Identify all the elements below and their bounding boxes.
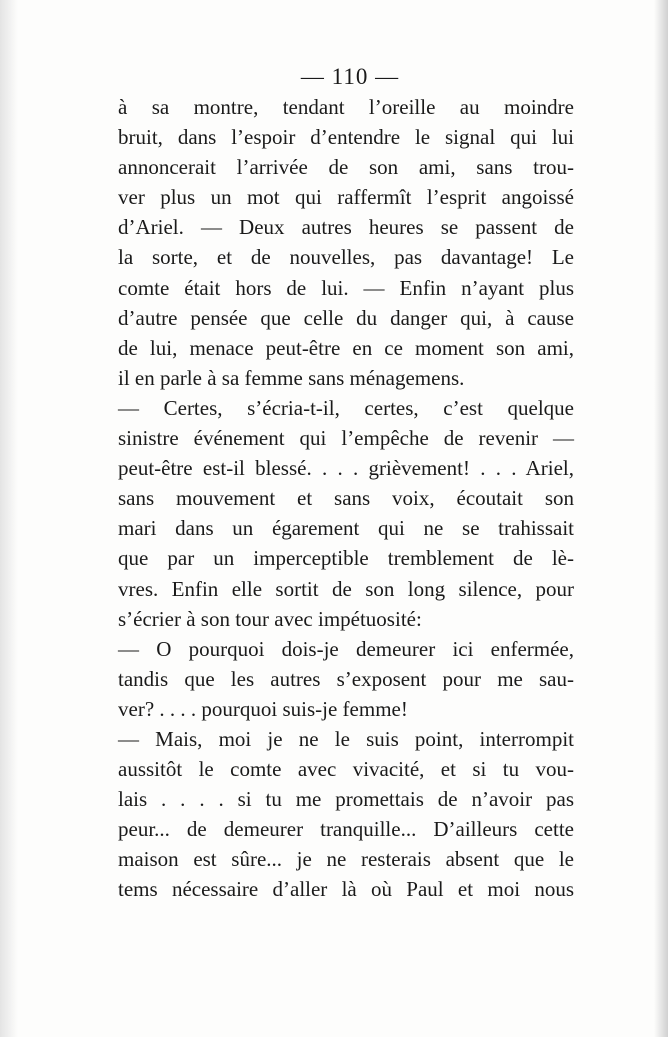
text-line: tems nécessaire d’aller là où Paul et moi nous [118,877,574,902]
text-line: bruit, dans l’espoir d’entendre le signal qui lui [118,125,574,150]
page-edge-shadow [654,0,668,1037]
text-line: s’écrier à son tour avec impétuosité: [118,606,422,631]
body-text [118,92,574,905]
text-line: lais . . . . si tu me promettais de n’avoir pas [118,787,574,812]
text-line: sinistre événement qui l’empêche de revenir — [118,426,574,451]
text-line: d’Ariel. — Deux autres heures se passent de [118,215,574,240]
text-line: peut-être est-il blessé. . . . grièvement! . . . Ariel, [118,456,574,481]
text-line: il en parle à sa femme sans ménagemens. [118,365,465,390]
text-line: — O pourquoi dois-je demeurer ici enfermée, [118,636,574,661]
text-line: d’autre pensée que celle du danger qui, à cause [118,305,574,330]
text-line: comte était hors de lui. — Enfin n’ayant plus [118,275,574,300]
text-line: — Mais, moi je ne le suis point, interrompit [118,726,574,751]
text-line: que par un imperceptible tremblement de lè- [118,546,574,571]
text-line: — Certes, s’écria-t-il, certes, c’est quelque [118,395,574,420]
text-line: aussitôt le comte avec vivacité, et si tu vou- [118,757,574,782]
text-line: de lui, menace peut-être en ce moment son ami, [118,335,574,360]
text-line: la sorte, et de nouvelles, pas davantage! Le [118,245,574,270]
page-gutter-shadow [0,0,18,1037]
text-line: à sa montre, tendant l’oreille au moindre [118,95,574,119]
text-line: ver? . . . . pourquoi suis-je femme! [118,696,408,721]
text-line: peur... de demeurer tranquille... D’ailleurs cette [118,817,574,842]
text-line: maison est sûre... je ne resterais absent que le [118,847,574,872]
text-line: sans mouvement et sans voix, écoutait son [118,486,574,511]
text-line: mari dans un égarement qui ne se trahissait [118,516,574,541]
text-line: tandis que les autres s’exposent pour me sau- [118,666,574,691]
text-line: vres. Enfin elle sortit de son long silence, pour [118,576,574,601]
text-line: annoncerait l’arrivée de son ami, sans trou- [118,155,574,180]
page-number: — 110 — [300,64,400,89]
text-line: ver plus un mot qui raffermît l’esprit angoissé [118,185,574,210]
